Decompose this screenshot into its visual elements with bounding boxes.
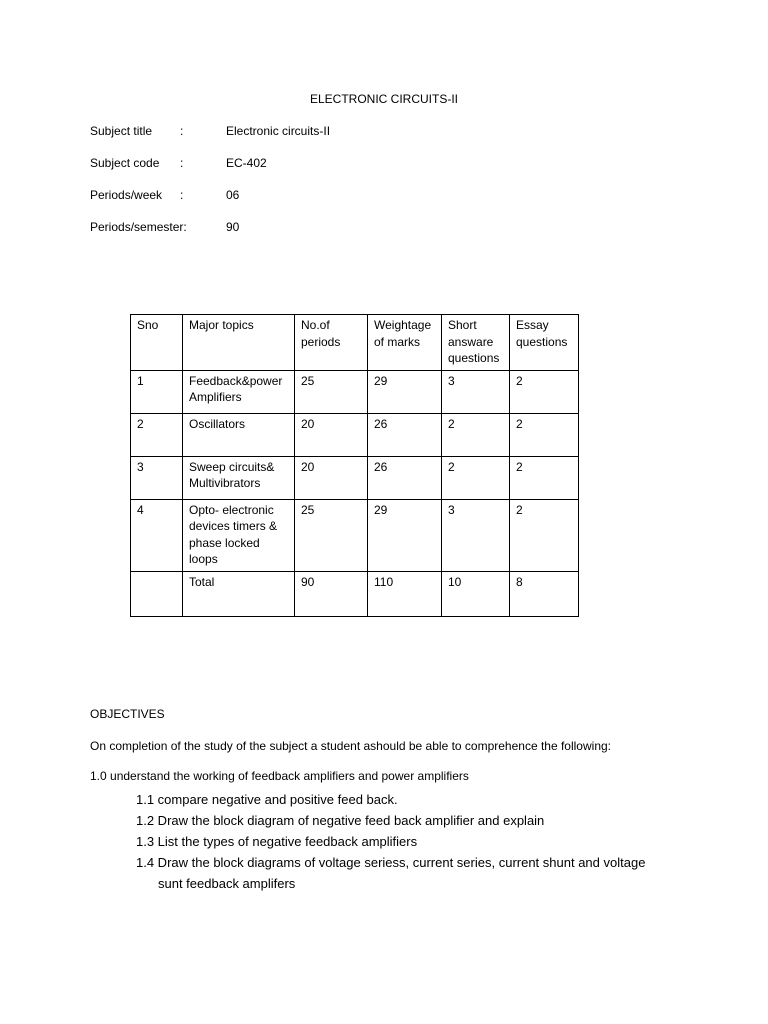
table-cell: 110	[368, 571, 442, 616]
meta-label: Periods/semester:	[90, 220, 187, 234]
table-cell: 29	[368, 370, 442, 413]
meta-colon: :	[180, 188, 184, 202]
objective-unit-1-0: 1.0 understand the working of feedback amplifiers and power amplifiers	[90, 769, 469, 783]
objective-continuation: sunt feedback amplifers	[158, 876, 296, 891]
table-cell: 3	[131, 456, 183, 499]
table-row	[131, 413, 579, 456]
table-cell: 25	[295, 370, 368, 413]
table-cell: 4	[131, 499, 183, 571]
list-item	[136, 789, 696, 810]
table-cell: 2	[442, 456, 510, 499]
table-cell: 29	[368, 499, 442, 571]
meta-label: Subject code	[90, 156, 160, 170]
objectives-intro: On completion of the study of the subject a student ashould be able to comprehence the following:	[90, 739, 611, 753]
meta-label: Periods/week	[90, 188, 163, 202]
table-cell: 2	[510, 499, 579, 571]
topics-table	[130, 314, 579, 617]
table-cell: 20	[295, 413, 368, 456]
table-row	[131, 370, 579, 413]
header-cell: No.of periods	[295, 315, 368, 371]
table-cell: 8	[510, 571, 579, 616]
meta-value: EC-402	[226, 156, 267, 170]
table-cell: Sweep circuits& Multivibrators	[183, 456, 295, 499]
table-cell: 1	[131, 370, 183, 413]
header-cell: Short answare questions	[442, 315, 510, 371]
table-cell: 2	[510, 370, 579, 413]
table-cell: 2	[131, 413, 183, 456]
objective-text: 1.1 compare negative and positive feed back.	[136, 792, 398, 807]
header-cell: Essay questions	[510, 315, 579, 371]
meta-label: Subject title	[90, 124, 153, 138]
table-cell: Opto- electronic devices timers & phase locked loops	[183, 499, 295, 571]
table-total-row	[131, 571, 579, 616]
header-cell: Major topics	[183, 315, 295, 371]
table-cell: Feedback&power Amplifiers	[183, 370, 295, 413]
table-cell: 20	[295, 456, 368, 499]
table-cell: 3	[442, 370, 510, 413]
table-cell: 90	[295, 571, 368, 616]
objective-text: 1.3 List the types of negative feedback amplifiers	[136, 834, 418, 849]
table-cell: 2	[510, 413, 579, 456]
table-cell: 2	[442, 413, 510, 456]
objective-text: 1.2 Draw the block diagram of negative feed back amplifier and explain	[136, 813, 545, 828]
table-cell: Oscillators	[183, 413, 295, 456]
page-title: ELECTRONIC CIRCUITS-II	[309, 92, 458, 106]
list-item	[136, 852, 696, 894]
table-cell: 2	[510, 456, 579, 499]
meta-colon: :	[180, 124, 184, 138]
list-item	[136, 831, 696, 852]
table-cell: 26	[368, 456, 442, 499]
table-row	[131, 499, 579, 571]
objective-list	[136, 789, 696, 894]
objectives-heading: OBJECTIVES	[90, 707, 165, 721]
table-cell: 10	[442, 571, 510, 616]
header-cell: Sno	[131, 315, 183, 371]
meta-value: Electronic circuits-II	[226, 124, 331, 138]
header-cell: Weightage of marks	[368, 315, 442, 371]
meta-value: 06	[226, 188, 240, 202]
table-cell: 26	[368, 413, 442, 456]
table-cell: 25	[295, 499, 368, 571]
objective-text: 1.4 Draw the block diagrams of voltage seriess, current series, current shunt and voltage	[136, 855, 646, 870]
list-item	[136, 810, 696, 831]
table-row	[131, 456, 579, 499]
table-header-row	[131, 315, 579, 371]
meta-colon: :	[180, 156, 184, 170]
table-cell: 3	[442, 499, 510, 571]
table-cell: Total	[183, 571, 295, 616]
meta-value: 90	[226, 220, 240, 234]
table-cell	[131, 571, 183, 616]
